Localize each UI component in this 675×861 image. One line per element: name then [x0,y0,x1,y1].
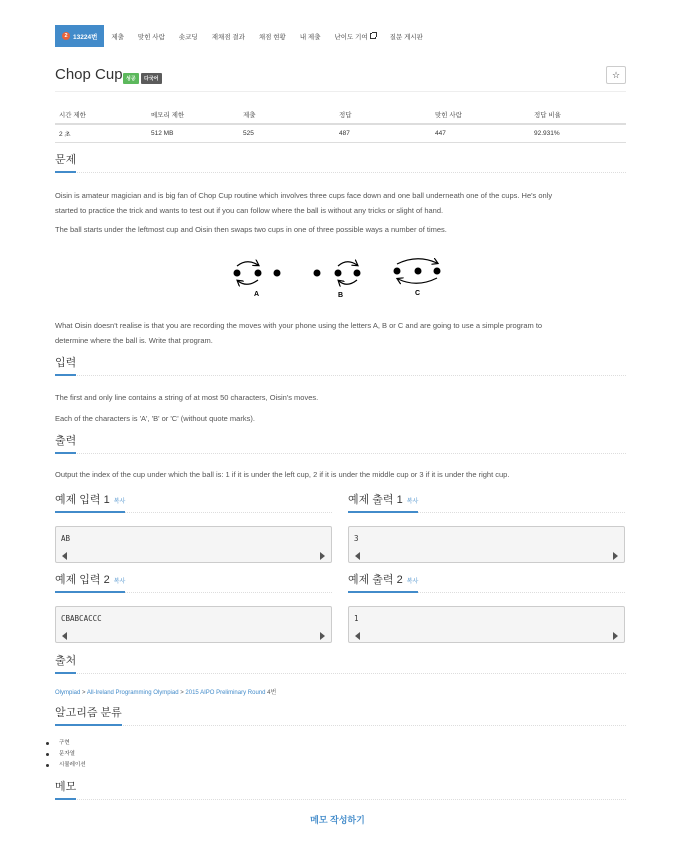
nav-status[interactable]: 채점 현황 [258,33,286,41]
header-submissions: 제출 [239,106,335,124]
nav-short-coding[interactable]: 숏코딩 [178,33,198,41]
sample-output-2-label: 예제 출력 2 [348,574,403,586]
sample-output-1-text: 3 [354,534,359,543]
problem-info-table [55,106,626,143]
sample-input-1-box[interactable] [55,526,332,563]
sample-output-1-title [348,491,418,513]
tier-badge-icon: 2 [62,32,70,40]
sample-input-2-box[interactable] [55,606,332,643]
horizontal-scrollbar[interactable] [56,550,331,562]
sample-output-1-heading [348,493,625,513]
external-link-icon [370,33,376,39]
nav-my-submissions[interactable]: 내 제출 [299,33,321,41]
sample-output-2-heading [348,573,625,593]
header-solvers: 맞힌 사람 [431,106,530,124]
scroll-right-icon[interactable] [613,632,618,640]
description-line: What Oisin doesn't realise is that you are recording the moves with your phone using the letters A, B or C and are going to use a simple program to [55,321,543,330]
value-accepted: 487 [335,124,431,143]
source-link-olympiad[interactable]: Olympiad [55,690,81,696]
output-description: Output the index of the cup under which the ball is: 1 if it is under the left cup, 2 if it is under the middle cup or 3 if it is under the right cup. [55,470,510,479]
value-submissions: 525 [239,124,335,143]
description-line: started to practice the trick and wants to test out if you can follow where the ball is without any tricks or slight of hand. [55,206,444,215]
scroll-left-icon[interactable] [355,552,360,560]
sample-output-2-box[interactable] [348,606,625,643]
status-badge-success: 성공 [123,73,139,84]
source-heading-text: 출처 [55,652,76,674]
output-heading [55,434,626,454]
swap-c-diagram [394,259,441,297]
source-link-round[interactable]: 2015 AIPO Preliminary Round [185,690,266,696]
algorithm-tag[interactable]: 시뮬레이션 [55,760,86,771]
copy-sample-input-1-button[interactable]: 복사 [113,499,126,505]
nav-problem-tab[interactable] [55,25,104,47]
figure-label-a: A [254,291,260,298]
sample-output-1-label: 예제 출력 1 [348,494,403,506]
algorithm-list [55,738,86,771]
problem-nav [55,25,430,47]
value-time-limit: 2 초 [55,124,147,143]
nav-difficulty-contribution[interactable] [328,25,383,47]
sample-input-1-title [55,491,125,513]
description-paragraph-1 [55,188,626,218]
output-heading-text: 출력 [55,432,76,454]
value-solvers: 447 [431,124,530,143]
algorithm-tag[interactable]: 문자열 [55,749,86,760]
description-line: Oisin is amateur magician and is big fan of Chop Cup routine which involves three cups face down and one ball underneath one of the cups. He's only [55,191,553,200]
breadcrumb-separator: > [178,690,186,696]
sample-output-1-box[interactable] [348,526,625,563]
sample-input-1-label: 예제 입력 1 [55,494,110,506]
sample-input-2-heading [55,573,332,593]
nav-solved-users[interactable]: 맞힌 사람 [137,33,165,41]
scroll-right-icon[interactable] [320,552,325,560]
value-memory-limit: 512 MB [147,124,239,143]
figure-label-c: C [415,290,421,297]
swap-a-diagram [234,262,281,298]
sample-output-2-title [348,571,418,593]
source-link-aipo[interactable]: All-Ireland Programming Olympiad [86,690,179,696]
copy-sample-input-2-button[interactable]: 복사 [113,579,126,585]
scroll-left-icon[interactable] [62,552,67,560]
sample-input-2-label: 예제 입력 2 [55,574,110,586]
description-heading-text: 문제 [55,151,76,173]
scroll-right-icon[interactable] [613,552,618,560]
source-breadcrumb [55,687,276,696]
nav-rejudge[interactable]: 재채점 결과 [211,33,245,41]
horizontal-scrollbar[interactable] [349,550,624,562]
scroll-left-icon[interactable] [62,632,67,640]
input-line: The first and only line contains a string of at most 50 characters, Oisin's moves. [55,393,319,402]
favorite-star-button[interactable]: ☆ [606,66,626,84]
header-memory-limit: 메모리 제한 [147,106,239,124]
input-heading [55,356,626,376]
memo-heading [55,780,626,800]
scroll-right-icon[interactable] [320,632,325,640]
sample-output-2-text: 1 [354,614,359,623]
breadcrumb-separator: > [80,690,87,696]
sample-input-1-text: AB [61,534,71,543]
input-heading-text: 입력 [55,354,76,376]
sample-input-2-text: CBABCACCC [61,614,102,623]
header-time-limit: 시간 제한 [55,106,147,124]
description-heading [55,153,626,173]
nav-difficulty-label: 난이도 기여 [334,33,368,41]
swap-b-diagram [314,262,361,299]
status-badge-multilang[interactable]: 다국어 [141,73,162,84]
copy-sample-output-2-button[interactable]: 복사 [406,579,419,585]
write-memo-button[interactable]: 메모 작성하기 [310,815,365,825]
source-heading [55,654,626,674]
nav-problem-id: 13224번 [73,33,98,41]
problem-title: Chop Cup [55,66,123,83]
copy-sample-output-1-button[interactable]: 복사 [406,499,419,505]
sample-input-1-heading [55,493,332,513]
algorithm-heading-text: 알고리즘 분류 [55,704,122,726]
cup-swap-figure [225,254,455,300]
input-line: Each of the characters is 'A', 'B' or 'C' (without quote marks). [55,414,255,423]
header-accepted: 정답 [335,106,431,124]
scroll-left-icon[interactable] [355,632,360,640]
nav-question-board[interactable]: 질문 게시판 [389,33,423,41]
figure-label-b: B [338,292,344,299]
value-ratio: 92.931% [530,124,626,143]
algorithm-heading [55,706,626,726]
description-paragraph-3 [55,318,626,348]
source-problem-number: 4번 [265,690,277,696]
header-ratio: 정답 비율 [530,106,626,124]
horizontal-scrollbar[interactable] [56,630,331,642]
description-paragraph-2: The ball starts under the leftmost cup and Oisin then swaps two cups in one of three possible ways a number of times. [55,225,447,234]
memo-heading-text: 메모 [55,778,76,800]
sample-input-2-title [55,571,125,593]
algorithm-tag[interactable]: 구현 [55,738,86,749]
nav-submit[interactable]: 제출 [111,33,124,41]
title-row [55,64,626,92]
description-line: determine where the ball is. Write that program. [55,336,213,345]
input-description [55,390,626,426]
horizontal-scrollbar[interactable] [349,630,624,642]
